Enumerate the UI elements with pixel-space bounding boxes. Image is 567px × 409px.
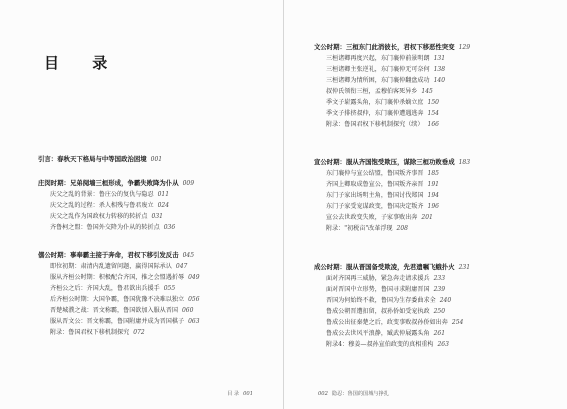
toc-entry[interactable]: [314, 179, 567, 190]
left-page: [0, 0, 283, 409]
page-footer: [227, 390, 257, 397]
toc-entry[interactable]: [314, 53, 567, 64]
toc-section: [38, 154, 283, 165]
toc-entry-title: 引言：春秋天下格局与中等国政治困境: [38, 155, 147, 163]
toc-entry-page: 150: [427, 99, 439, 106]
toc-entry-page: 166: [427, 121, 439, 128]
toc-entry-page: 036: [163, 224, 176, 231]
footer-label: 隐忍：鲁国的国城与挣扎: [331, 391, 389, 397]
toc-entry-page: 191: [427, 181, 439, 188]
toc-entry-page: 201: [421, 214, 433, 221]
toc-entry[interactable]: [314, 97, 567, 108]
toc-section: [314, 262, 567, 350]
toc-entry-page: 233: [433, 275, 446, 282]
toc-entry-title: 庄闵时期：兄弟阋墙三桓形成，争霸失败降为仆从: [38, 179, 179, 187]
toc-entry-page: 049: [188, 274, 200, 281]
toc-entry[interactable]: [38, 272, 283, 283]
toc-entry-title: 齐鲁柯之盟：鲁国外交降为仆从的转折点: [50, 224, 160, 231]
toc-entry-page: 056: [188, 296, 200, 303]
toc-entry-page: 240: [439, 297, 452, 304]
toc-entry-title: 鲁成公朝晋遭扣留，叔孙侨如受宠执政: [326, 308, 430, 315]
toc-entry-page: 261: [433, 330, 446, 337]
toc-section: [314, 157, 567, 234]
toc-entry-title: 东门子家受宠谋政变，鲁国决定叛齐: [326, 203, 424, 210]
toc-entry-page: 196: [427, 203, 439, 210]
toc-section: [314, 42, 567, 130]
toc-entry-title: 东门襄仲与宣公结盟，鲁国叛齐事晋: [326, 170, 424, 177]
toc-entry-title: 成公时期：服从晋国备受欺凌，先君遗嘱飞蛾扑火: [314, 263, 455, 271]
toc-entry[interactable]: [38, 283, 283, 294]
toc-entry-page: 140: [433, 77, 446, 84]
toc-entry-title: 庆父之乱的过程：杀人相残与鲁君废立: [50, 202, 154, 209]
toc-entry[interactable]: [314, 212, 567, 223]
toc-entry[interactable]: [314, 168, 567, 179]
toc-entry-title: 季文子崭露头角，东门襄仲杀嫡立庶: [326, 99, 424, 106]
toc-entry-page: 145: [421, 88, 433, 95]
toc-entry-page: 183: [458, 159, 471, 166]
toc-entry-page: 263: [437, 341, 449, 348]
toc-entry-title: 面对晋国中立形势，鲁国寻求附庸晋国: [326, 286, 430, 293]
toc-entry[interactable]: [314, 339, 567, 350]
toc-entry[interactable]: [314, 317, 567, 328]
toc-entry-title: 齐国上卿取成鲁宣公，鲁国叛齐亲晋: [326, 181, 424, 188]
toc-entry-page: 031: [151, 213, 163, 220]
toc-entry[interactable]: [38, 316, 283, 327]
toc-entry-page: 154: [427, 110, 439, 117]
toc-entry-page: 011: [157, 191, 170, 198]
toc-entry-title: 服从齐桓公时期：积极配合齐国，推之会盟遇折辱: [50, 274, 185, 281]
toc-entry[interactable]: [314, 157, 567, 168]
toc-entry[interactable]: [38, 211, 283, 222]
toc-entry-page: 231: [458, 264, 471, 271]
toc-entry-title: 东门子家出场明主角，鲁国讨伐郑国: [326, 192, 424, 199]
toc-entry-page: 239: [433, 286, 446, 293]
toc-section: [38, 178, 283, 233]
toc-entry[interactable]: [314, 328, 567, 339]
toc-entry-title: 季文子排挤叔仲，东门襄仲遭遇逃奔: [326, 110, 424, 117]
toc-entry-page: 129: [458, 44, 471, 51]
toc-entry[interactable]: [38, 250, 283, 261]
toc-entry-page: 072: [133, 329, 145, 336]
toc-entry[interactable]: [314, 284, 567, 295]
toc-entry[interactable]: [38, 189, 283, 200]
toc-entry-page: 009: [182, 180, 195, 187]
toc-entry-page: 063: [188, 318, 200, 325]
toc-entry[interactable]: [314, 64, 567, 75]
toc-entry-title: 叔仲氏领衔三桓，孟穆伯客死异乡: [326, 88, 418, 95]
toc-entry-title: 庆父之乱作为国政权力转移的转折点: [50, 213, 148, 220]
toc-entry-page: 024: [157, 202, 170, 209]
toc-entry-title: 三桓诸卿再度兴起，东门襄仲前景明朗: [326, 55, 430, 62]
toc-entry-title: 晋国为何始终不救，鲁国为生存委曲求全: [326, 297, 436, 304]
toc-entry[interactable]: [314, 108, 567, 119]
toc-entry[interactable]: [38, 261, 283, 272]
page-footer: [314, 390, 389, 397]
toc-entry-page: 194: [427, 192, 439, 199]
toc-entry-title: 庆父之乱的背景：鲁庄公的复仇与隐忍: [50, 191, 154, 198]
toc-entry[interactable]: [314, 306, 567, 317]
toc-entry-title: 鲁成公出征秦楚之后，政变事败叔孙侨如出奔: [326, 319, 448, 326]
toc-entry[interactable]: [314, 42, 567, 53]
toc-entry[interactable]: [314, 119, 567, 130]
toc-entry-page: 185: [427, 170, 439, 177]
toc-entry-page: 208: [396, 225, 408, 232]
toc-entry[interactable]: [38, 200, 283, 211]
toc-entry[interactable]: [38, 178, 283, 189]
toc-entry-title: 三桓诸卿为情所困，东门襄仲翻盘成功: [326, 77, 430, 84]
toc-entry-title: 后齐桓公时期：大国争霸，鲁国犹豫不决难以独立: [50, 296, 185, 303]
toc-entry[interactable]: [314, 190, 567, 201]
toc-title: 目 录: [44, 54, 122, 72]
toc-entry[interactable]: [314, 75, 567, 86]
toc-entry-page: 045: [182, 252, 195, 259]
toc-entry-title: 附录：鲁国君权下移机制探究: [50, 329, 130, 336]
toc-entry-title: 文公时期：三桓东门此消彼长，君权下移恶性突变: [314, 43, 455, 51]
toc-entry[interactable]: [314, 273, 567, 284]
toc-entry[interactable]: [38, 294, 283, 305]
toc-entry-title: 僖公时期：事奉霸主接于奔命，君权下移引发反击: [38, 251, 179, 259]
toc-entry[interactable]: [314, 223, 567, 234]
footer-page-number: 001: [243, 391, 253, 397]
toc-entry-page: 001: [150, 156, 163, 163]
toc-entry-title: 齐桓公之后：齐国大乱，鲁君欲出兵援手: [50, 285, 160, 292]
toc-entry[interactable]: [38, 154, 283, 165]
toc-entry[interactable]: [38, 327, 283, 338]
toc-entry-title: 附录4：穆姜—叔孙宣伯政变的真相重构: [326, 341, 434, 348]
toc-entry[interactable]: [38, 222, 283, 233]
toc-entry[interactable]: [314, 295, 567, 306]
toc-entry-title: 宣公去世政变失败，子家事败出奔: [326, 214, 418, 221]
toc-entry-page: 250: [433, 308, 446, 315]
toc-entry-title: 附录：鲁国君权下移机制探究（续）: [326, 121, 424, 128]
toc-entry-page: 060: [181, 307, 194, 314]
toc-entry[interactable]: [38, 305, 283, 316]
toc-entry-title: 即位初期：肃清内乱遗留问题，赢得国际承认: [50, 263, 172, 270]
toc-entry-title: 服从晋文公：晋文称霸，鲁国附庸并成为晋国棋子: [50, 318, 185, 325]
toc-entry[interactable]: [314, 86, 567, 97]
toc-section: [38, 250, 283, 338]
toc-entry-page: 254: [451, 319, 464, 326]
toc-entry-page: 131: [433, 55, 446, 62]
toc-entry[interactable]: [314, 201, 567, 212]
toc-entry[interactable]: [314, 262, 567, 273]
footer-page-number: 002: [318, 391, 328, 397]
toc-entry-page: 138: [433, 66, 446, 73]
toc-entry-title: 面对齐国再三威胁，紧急奔走请求援兵: [326, 275, 430, 282]
toc-entry-title: 晋楚城濮之战：晋文称霸，鲁国欲加入服从晋国: [50, 307, 178, 314]
toc-entry-title: 附录："初税亩"改革浮现: [326, 225, 393, 232]
toc-entry-page: 047: [175, 263, 188, 270]
toc-entry-title: 三桓诸卿主张逆礼，东门襄仲无可奈何: [326, 66, 430, 73]
footer-label: 目 录: [227, 391, 240, 397]
toc-entry-page: 055: [163, 285, 176, 292]
toc-entry-title: 鲁成公去世风平浪静，臧武仲展露头角: [326, 330, 430, 337]
toc-entry-title: 宣公时期：服从齐国饱受欺压，谋除三桓功败垂成: [314, 158, 455, 166]
right-page: [284, 0, 567, 409]
